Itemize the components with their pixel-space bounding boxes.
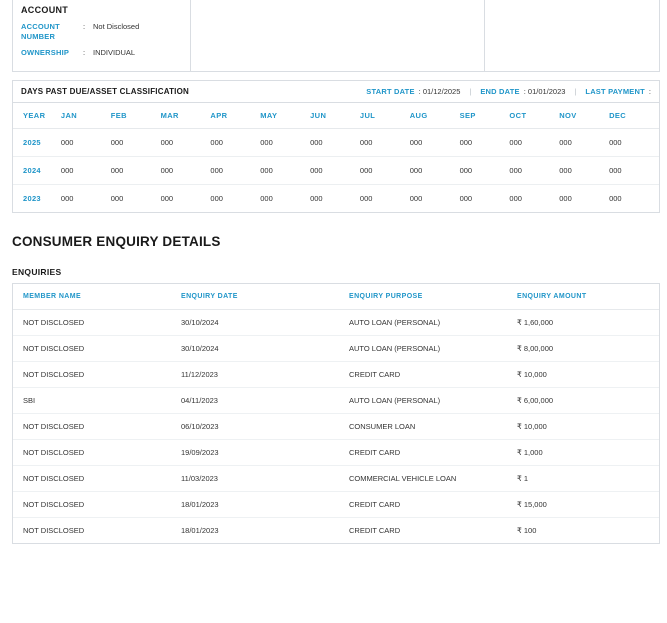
account-number-label: ACCOUNT NUMBER <box>21 22 60 42</box>
meta-divider-1: | <box>469 87 472 96</box>
dpd-cell: 000 <box>161 157 211 185</box>
enquiries-header-row <box>13 284 659 310</box>
start-date-label: START DATE <box>366 87 415 96</box>
days-past-due-block <box>12 80 660 213</box>
table-row <box>13 440 659 466</box>
table-row <box>13 336 659 362</box>
account-number-separator: : <box>83 22 86 31</box>
enq-amount: ₹ 10,000 <box>517 414 659 440</box>
dpd-col-feb: FEB <box>111 103 161 129</box>
dpd-cell: 000 <box>410 157 460 185</box>
dpd-col-mar: MAR <box>161 103 211 129</box>
enq-date: 06/10/2023 <box>181 414 349 440</box>
dpd-cell: 000 <box>609 157 659 185</box>
enq-amount: ₹ 100 <box>517 526 537 535</box>
account-right-column <box>485 0 659 71</box>
dpd-cell: 000 <box>359 194 373 203</box>
ownership-separator: : <box>83 48 86 58</box>
account-number-value: Not Disclosed <box>93 22 140 31</box>
enquiries-block <box>12 283 660 544</box>
dpd-cell: 000 <box>409 194 423 203</box>
enq-date: 30/10/2024 <box>181 336 349 362</box>
meta-divider-2: | <box>574 87 577 96</box>
days-past-due-header <box>13 81 659 103</box>
dpd-col-sep: SEP <box>460 103 510 129</box>
dpd-cell: 000 <box>110 194 124 203</box>
enq-purpose: CONSUMER LOAN <box>349 414 517 440</box>
table-row <box>13 157 659 185</box>
enq-date: 11/12/2023 <box>181 362 349 388</box>
table-row <box>13 518 659 544</box>
dpd-col-aug: AUG <box>410 103 460 129</box>
days-past-due-meta <box>366 87 651 96</box>
enq-member-name: SBI <box>13 388 181 414</box>
last-payment-label: LAST PAYMENT <box>585 87 645 96</box>
dpd-cell: 000 <box>559 157 609 185</box>
end-date-value: : 01/01/2023 <box>523 87 566 96</box>
dpd-col-apr: APR <box>210 103 260 129</box>
dpd-col-jul: JUL <box>360 103 410 129</box>
dpd-cell: 000 <box>60 194 74 203</box>
dpd-cell: 000 <box>559 129 609 157</box>
ownership-label: OWNERSHIP <box>21 48 70 58</box>
start-date-value: : 01/12/2025 <box>418 87 461 96</box>
enq-date: 11/03/2023 <box>181 466 349 492</box>
dpd-cell: 000 <box>160 194 174 203</box>
dpd-col-jan: JAN <box>61 103 111 129</box>
dpd-col-dec: DEC <box>609 103 659 129</box>
table-row <box>13 310 659 336</box>
enq-amount: ₹ 15,000 <box>517 492 659 518</box>
dpd-year: 2023 <box>23 194 41 203</box>
enq-purpose: AUTO LOAN (PERSONAL) <box>349 388 517 414</box>
dpd-col-may: MAY <box>260 103 310 129</box>
dpd-cell: 000 <box>360 157 410 185</box>
enq-amount: ₹ 1,60,000 <box>517 310 659 336</box>
days-past-due-table <box>13 103 659 212</box>
enquiries-subtitle: ENQUIRIES <box>12 267 62 277</box>
dpd-cell: 000 <box>459 194 473 203</box>
dpd-cell: 000 <box>61 129 111 157</box>
enq-col-enquiry-amount: ENQUIRY AMOUNT <box>517 284 659 310</box>
ownership-row <box>21 48 182 58</box>
dpd-header-row <box>13 103 659 129</box>
dpd-cell: 000 <box>609 129 659 157</box>
enq-date: 18/01/2023 <box>181 492 349 518</box>
dpd-col-nov: NOV <box>559 103 609 129</box>
dpd-col-oct: OCT <box>509 103 559 129</box>
table-row <box>13 129 659 157</box>
enq-member-name: NOT DISCLOSED <box>13 414 181 440</box>
dpd-cell: 000 <box>460 157 510 185</box>
dpd-col-year: YEAR <box>13 103 61 129</box>
enq-member-name: NOT DISCLOSED <box>13 466 181 492</box>
account-number-row <box>21 22 182 42</box>
enq-col-member-name: MEMBER NAME <box>13 284 181 310</box>
enquiries-table <box>13 284 659 543</box>
enq-member-name: NOT DISCLOSED <box>13 492 181 518</box>
enq-col-enquiry-purpose: ENQUIRY PURPOSE <box>349 284 517 310</box>
dpd-cell: 000 <box>310 129 360 157</box>
enq-purpose: AUTO LOAN (PERSONAL) <box>349 336 517 362</box>
last-payment-value: : <box>648 87 651 96</box>
dpd-cell: 000 <box>111 129 161 157</box>
dpd-year: 2025 <box>13 129 61 157</box>
dpd-cell: 000 <box>310 194 323 203</box>
dpd-cell: 000 <box>111 157 161 185</box>
enq-col-enquiry-date: ENQUIRY DATE <box>181 284 349 310</box>
enq-purpose: COMMERCIAL VEHICLE LOAN <box>349 466 517 492</box>
dpd-cell: 000 <box>210 129 260 157</box>
enq-purpose: CREDIT CARD <box>349 492 517 518</box>
dpd-cell: 000 <box>210 157 260 185</box>
dpd-cell: 000 <box>260 194 273 203</box>
enq-member-name: NOT DISCLOSED <box>13 310 181 336</box>
dpd-cell: 000 <box>410 129 460 157</box>
dpd-col-jun: JUN <box>310 103 360 129</box>
ownership-value: INDIVIDUAL <box>93 48 136 58</box>
dpd-cell: 000 <box>559 194 572 203</box>
table-row <box>13 362 659 388</box>
enq-amount: ₹ 6,00,000 <box>517 388 659 414</box>
table-row <box>13 388 659 414</box>
enq-member-name: NOT DISCLOSED <box>13 440 181 466</box>
page-title: CONSUMER ENQUIRY DETAILS <box>12 234 221 249</box>
enq-amount: ₹ 1 <box>517 466 659 492</box>
enq-member-name: NOT DISCLOSED <box>13 336 181 362</box>
enq-date: 30/10/2024 <box>181 310 349 336</box>
dpd-year: 2024 <box>13 157 61 185</box>
dpd-cell: 000 <box>460 129 510 157</box>
enq-date: 19/09/2023 <box>181 440 349 466</box>
dpd-cell: 000 <box>509 129 559 157</box>
end-date-label: END DATE <box>480 87 520 96</box>
enq-amount: ₹ 10,000 <box>517 362 659 388</box>
enq-member-name: NOT DISCLOSED <box>23 526 85 535</box>
table-row <box>13 466 659 492</box>
account-details-column <box>13 0 191 71</box>
enq-date: 04/11/2023 <box>181 388 349 414</box>
enq-purpose: CREDIT CARD <box>349 362 517 388</box>
enq-amount: ₹ 8,00,000 <box>517 336 659 362</box>
account-block-title: ACCOUNT <box>21 5 69 15</box>
dpd-cell: 000 <box>61 157 111 185</box>
table-row <box>13 185 659 213</box>
dpd-cell: 000 <box>509 194 522 203</box>
dpd-cell: 000 <box>210 194 223 203</box>
enq-purpose: CREDIT CARD <box>349 526 401 535</box>
enq-purpose: CREDIT CARD <box>349 440 517 466</box>
dpd-cell: 000 <box>609 194 622 203</box>
dpd-cell: 000 <box>161 129 211 157</box>
dpd-cell: 000 <box>310 157 360 185</box>
table-row <box>13 414 659 440</box>
dpd-cell: 000 <box>260 129 310 157</box>
days-past-due-title: DAYS PAST DUE/ASSET CLASSIFICATION <box>21 87 190 96</box>
dpd-cell: 000 <box>260 157 310 185</box>
enq-member-name: NOT DISCLOSED <box>13 362 181 388</box>
account-middle-column <box>191 0 485 71</box>
enq-amount: ₹ 1,000 <box>517 440 659 466</box>
account-block <box>12 0 660 72</box>
enq-purpose: AUTO LOAN (PERSONAL) <box>349 310 517 336</box>
table-row <box>13 492 659 518</box>
dpd-cell: 000 <box>509 157 559 185</box>
enq-date: 18/01/2023 <box>181 526 219 535</box>
dpd-cell: 000 <box>360 129 410 157</box>
